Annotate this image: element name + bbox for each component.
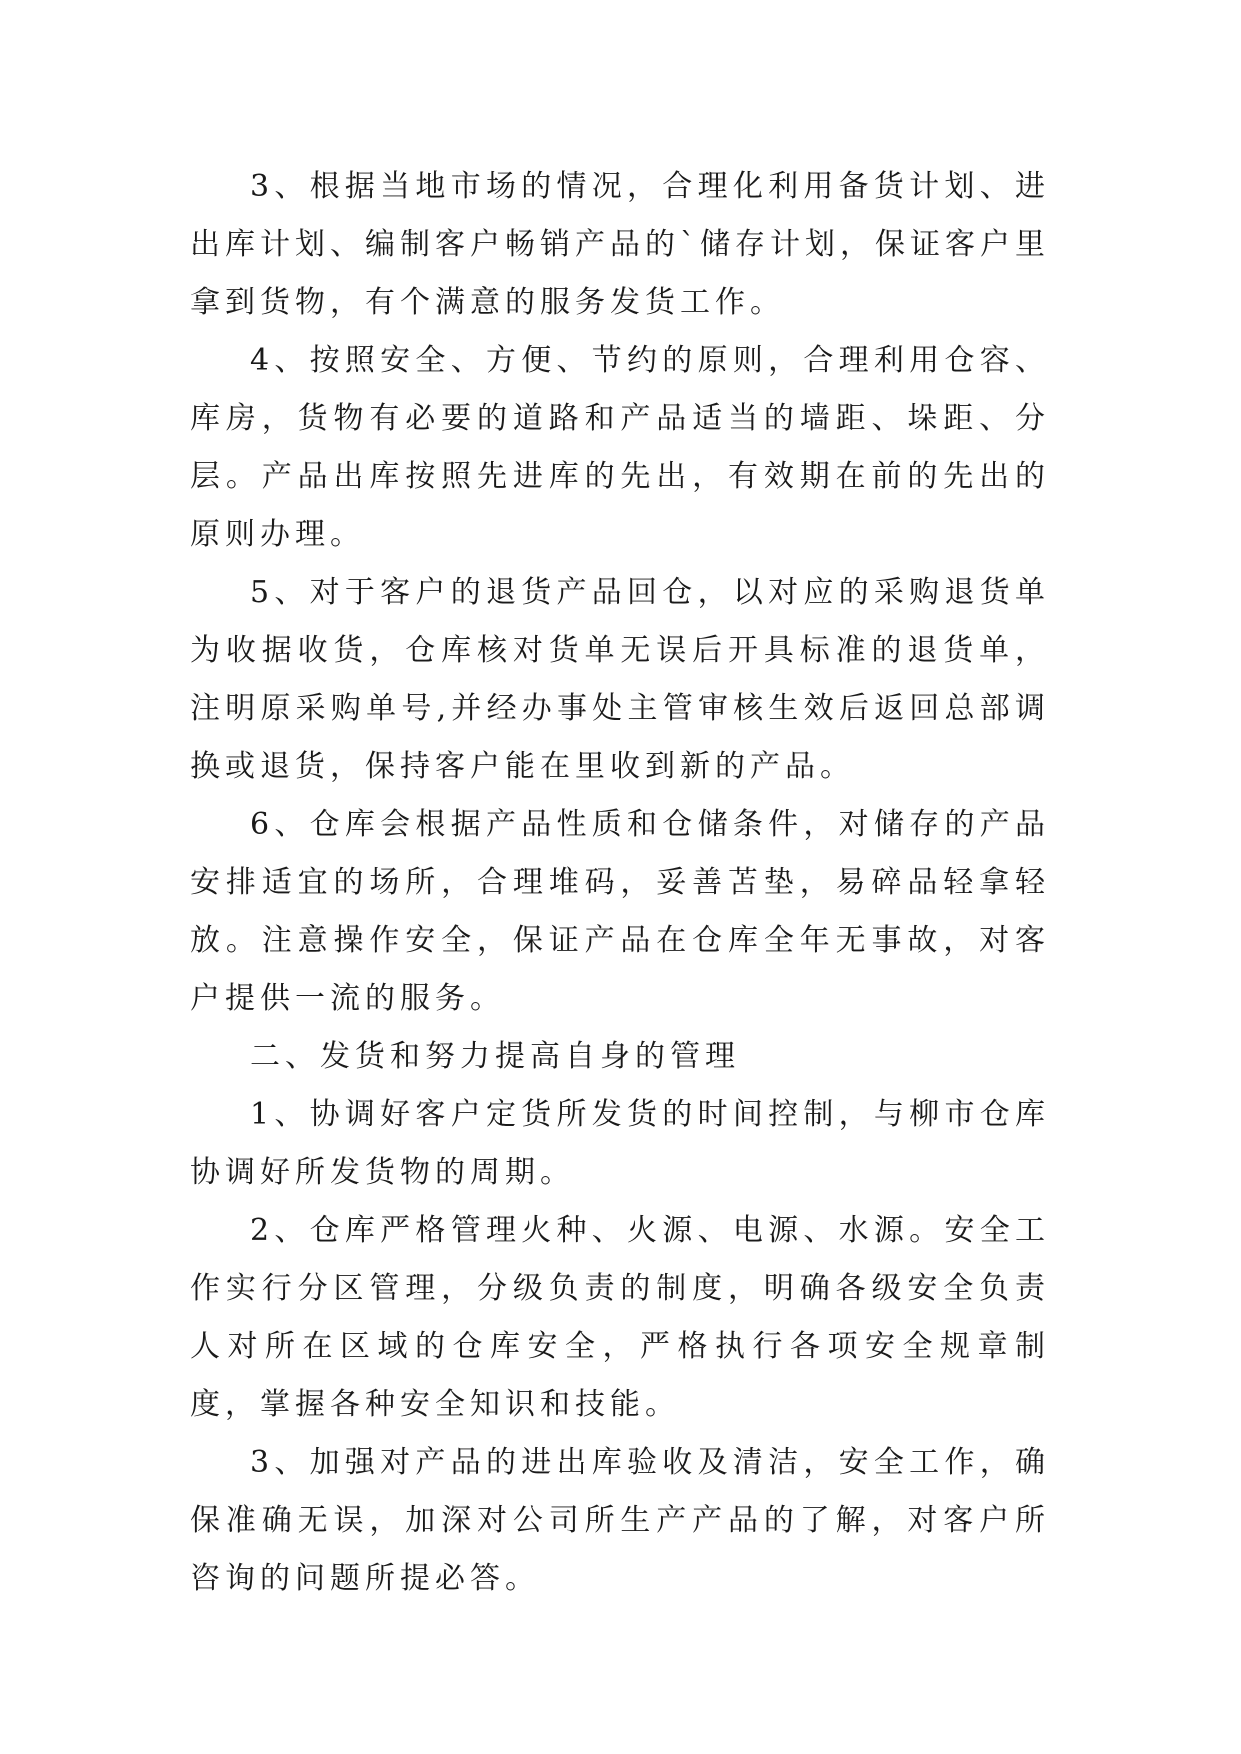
paragraph-item-1: 1、协调好客户定货所发货的时间控制，与柳市仓库协调好所发货物的周期。 (190, 1097, 1050, 1190)
paragraph-item-6: 6、仓库会根据产品性质和仓储条件，对储存的产品安排适宜的场所，合理堆码，妥善苫垫，易碎品轻拿轻放。注意操作安全，保证产品在仓库全年无事故，对客户提供一流的服务。 (190, 807, 1050, 1016)
paragraph-item-2: 2、仓库严格管理火种、火源、电源、水源。安全工作实行分区管理，分级负责的制度，明确各级安全负责人对所在区域的仓库安全，严格执行各项安全规章制度，掌握各种安全知识和技能。 (190, 1213, 1050, 1422)
section-heading-2: 二、发货和努力提高自身的管理 (250, 1039, 740, 1074)
document-body (190, 158, 1050, 1608)
paragraph-item-3: 3、根据当地市场的情况，合理化利用备货计划、进出库计划、编制客户畅销产品的`储存计划，保证客户里拿到货物，有个满意的服务发货工作。 (190, 169, 1050, 320)
paragraph-item-3b: 3、加强对产品的进出库验收及清洁，安全工作，确保准确无误，加深对公司所生产产品的了解，对客户所咨询的问题所提必答。 (190, 1445, 1050, 1596)
paragraph-item-5: 5、对于客户的退货产品回仓，以对应的采购退货单为收据收货，仓库核对货单无误后开具标准的退货单，注明原采购单号,并经办事处主管审核生效后返回总部调换或退货，保持客户能在里收到新的产品。 (190, 575, 1050, 784)
paragraph-item-4: 4、按照安全、方便、节约的原则，合理利用仓容、库房，货物有必要的道路和产品适当的墙距、垛距、分层。产品出库按照先进库的先出，有效期在前的先出的原则办理。 (190, 343, 1050, 552)
